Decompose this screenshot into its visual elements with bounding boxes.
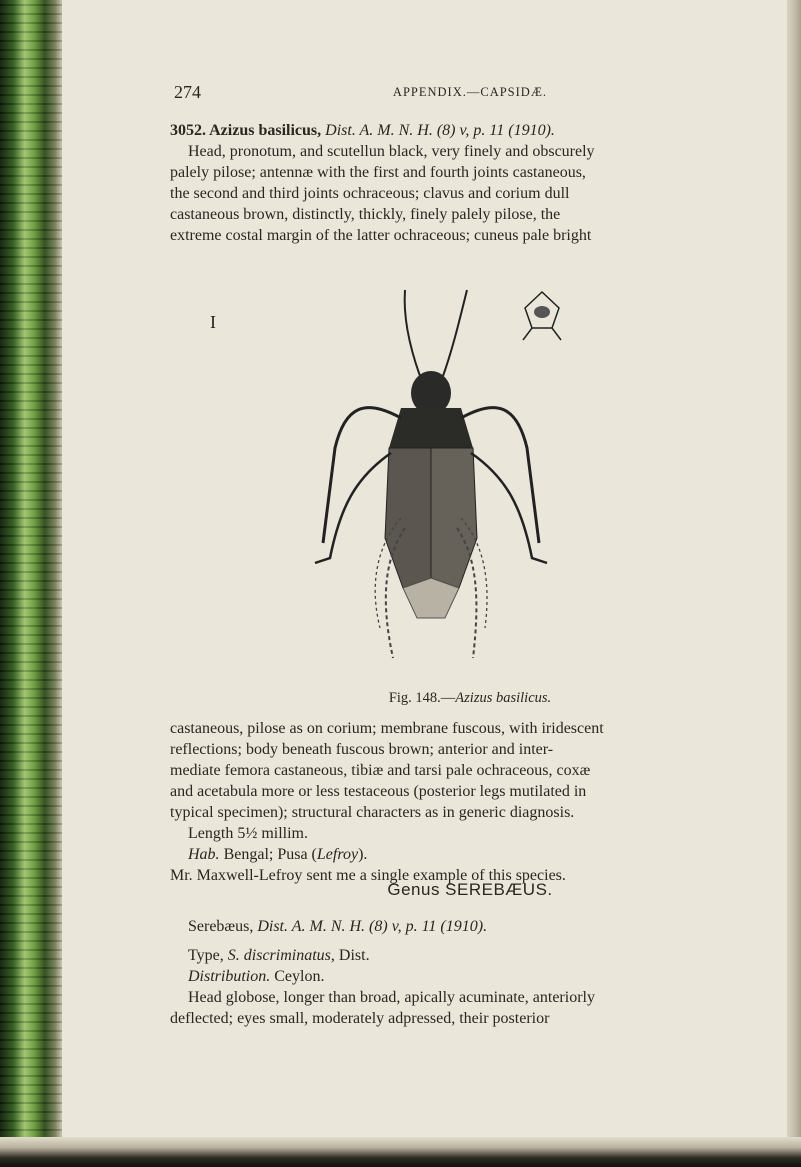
genus-entry <box>170 916 770 1029</box>
description-line: Head, pronotum, and scutellun black, very finely and obscurely <box>188 143 595 160</box>
running-head: APPENDIX.—CAPSIDÆ. <box>392 85 548 99</box>
book-binding-edge <box>0 0 62 1167</box>
diagnosis-line: Head globose, longer than broad, apically acuminate, anteriorly <box>188 989 595 1006</box>
type-label: Type, <box>188 947 228 964</box>
length-line: Length 5½ millim. <box>188 825 308 842</box>
species-entry <box>170 120 770 246</box>
azizus-basilicus-illustration <box>205 288 665 668</box>
caption-prefix: Fig. 148.— <box>388 690 456 706</box>
genus-citation-line <box>170 916 770 937</box>
habitat-label: Hab. <box>188 846 220 863</box>
genus-citation-name: Serebæus, <box>188 918 254 935</box>
description-line: extreme costal margin of the latter ochraceous; cuneus pale bright <box>170 227 592 244</box>
continuation-line: typical specimen); structural characters as in generic diagnosis. <box>170 804 575 821</box>
distribution-label: Distribution. <box>188 968 271 985</box>
description-line: the second and third joints ochraceous; clavus and corium dull <box>170 185 570 202</box>
habitat-collector: Lefroy <box>316 846 359 863</box>
continuation-line: reflections; body beneath fuscous brown; anterior and inter- <box>170 741 554 758</box>
distribution-line <box>170 966 770 987</box>
habitat-end: ). <box>358 846 368 863</box>
genus-heading: Genus SEREBÆUS. <box>387 880 553 899</box>
habitat-text: Bengal; Pusa ( <box>219 846 317 863</box>
continuation-line: castaneous, pilose as on corium; membrane fuscous, with iridescent <box>170 720 604 737</box>
species-citation: Dist. A. M. N. H. (8) v, p. 11 (1910). <box>321 122 555 139</box>
scan-bottom-edge <box>0 1137 801 1167</box>
figure-label: I <box>210 312 216 332</box>
diagnosis-line: deflected; eyes small, moderately adpressed, their posterior <box>170 1010 550 1027</box>
type-line <box>170 945 770 966</box>
caption-species: Azizus basilicus. <box>455 690 552 706</box>
species-title: 3052. Azizus basilicus, <box>170 122 322 139</box>
insect-figure <box>205 288 665 668</box>
page-right-edge <box>787 0 801 1167</box>
figure-caption <box>170 690 770 707</box>
description-line: castaneous brown, distinctly, thickly, finely palely pilose, the <box>170 206 561 223</box>
entry-title-line <box>170 120 770 141</box>
description-line: palely pilose; antennæ with the first and fourth joints castaneous, <box>170 164 586 181</box>
type-suffix: , Dist. <box>330 947 370 964</box>
distribution-text: Ceylon. <box>270 968 325 985</box>
continuation-line: mediate femora castaneous, tibiæ and tarsi pale ochraceous, coxæ <box>170 762 591 779</box>
page-header <box>170 82 770 106</box>
inset-head-detail <box>523 292 561 340</box>
page-number: 274 <box>174 82 201 102</box>
note-line: Mr. Maxwell-Lefroy sent me a single example of this species. <box>170 867 566 884</box>
habitat-line <box>170 844 770 865</box>
type-species: S. discriminatus <box>227 947 331 964</box>
genus-citation-ref: Dist. A. M. N. H. (8) v, p. 11 (1910). <box>253 918 488 935</box>
continuation-line: and acetabula more or less testaceous (posterior legs mutilated in <box>170 783 587 800</box>
continuation-text <box>170 718 770 886</box>
